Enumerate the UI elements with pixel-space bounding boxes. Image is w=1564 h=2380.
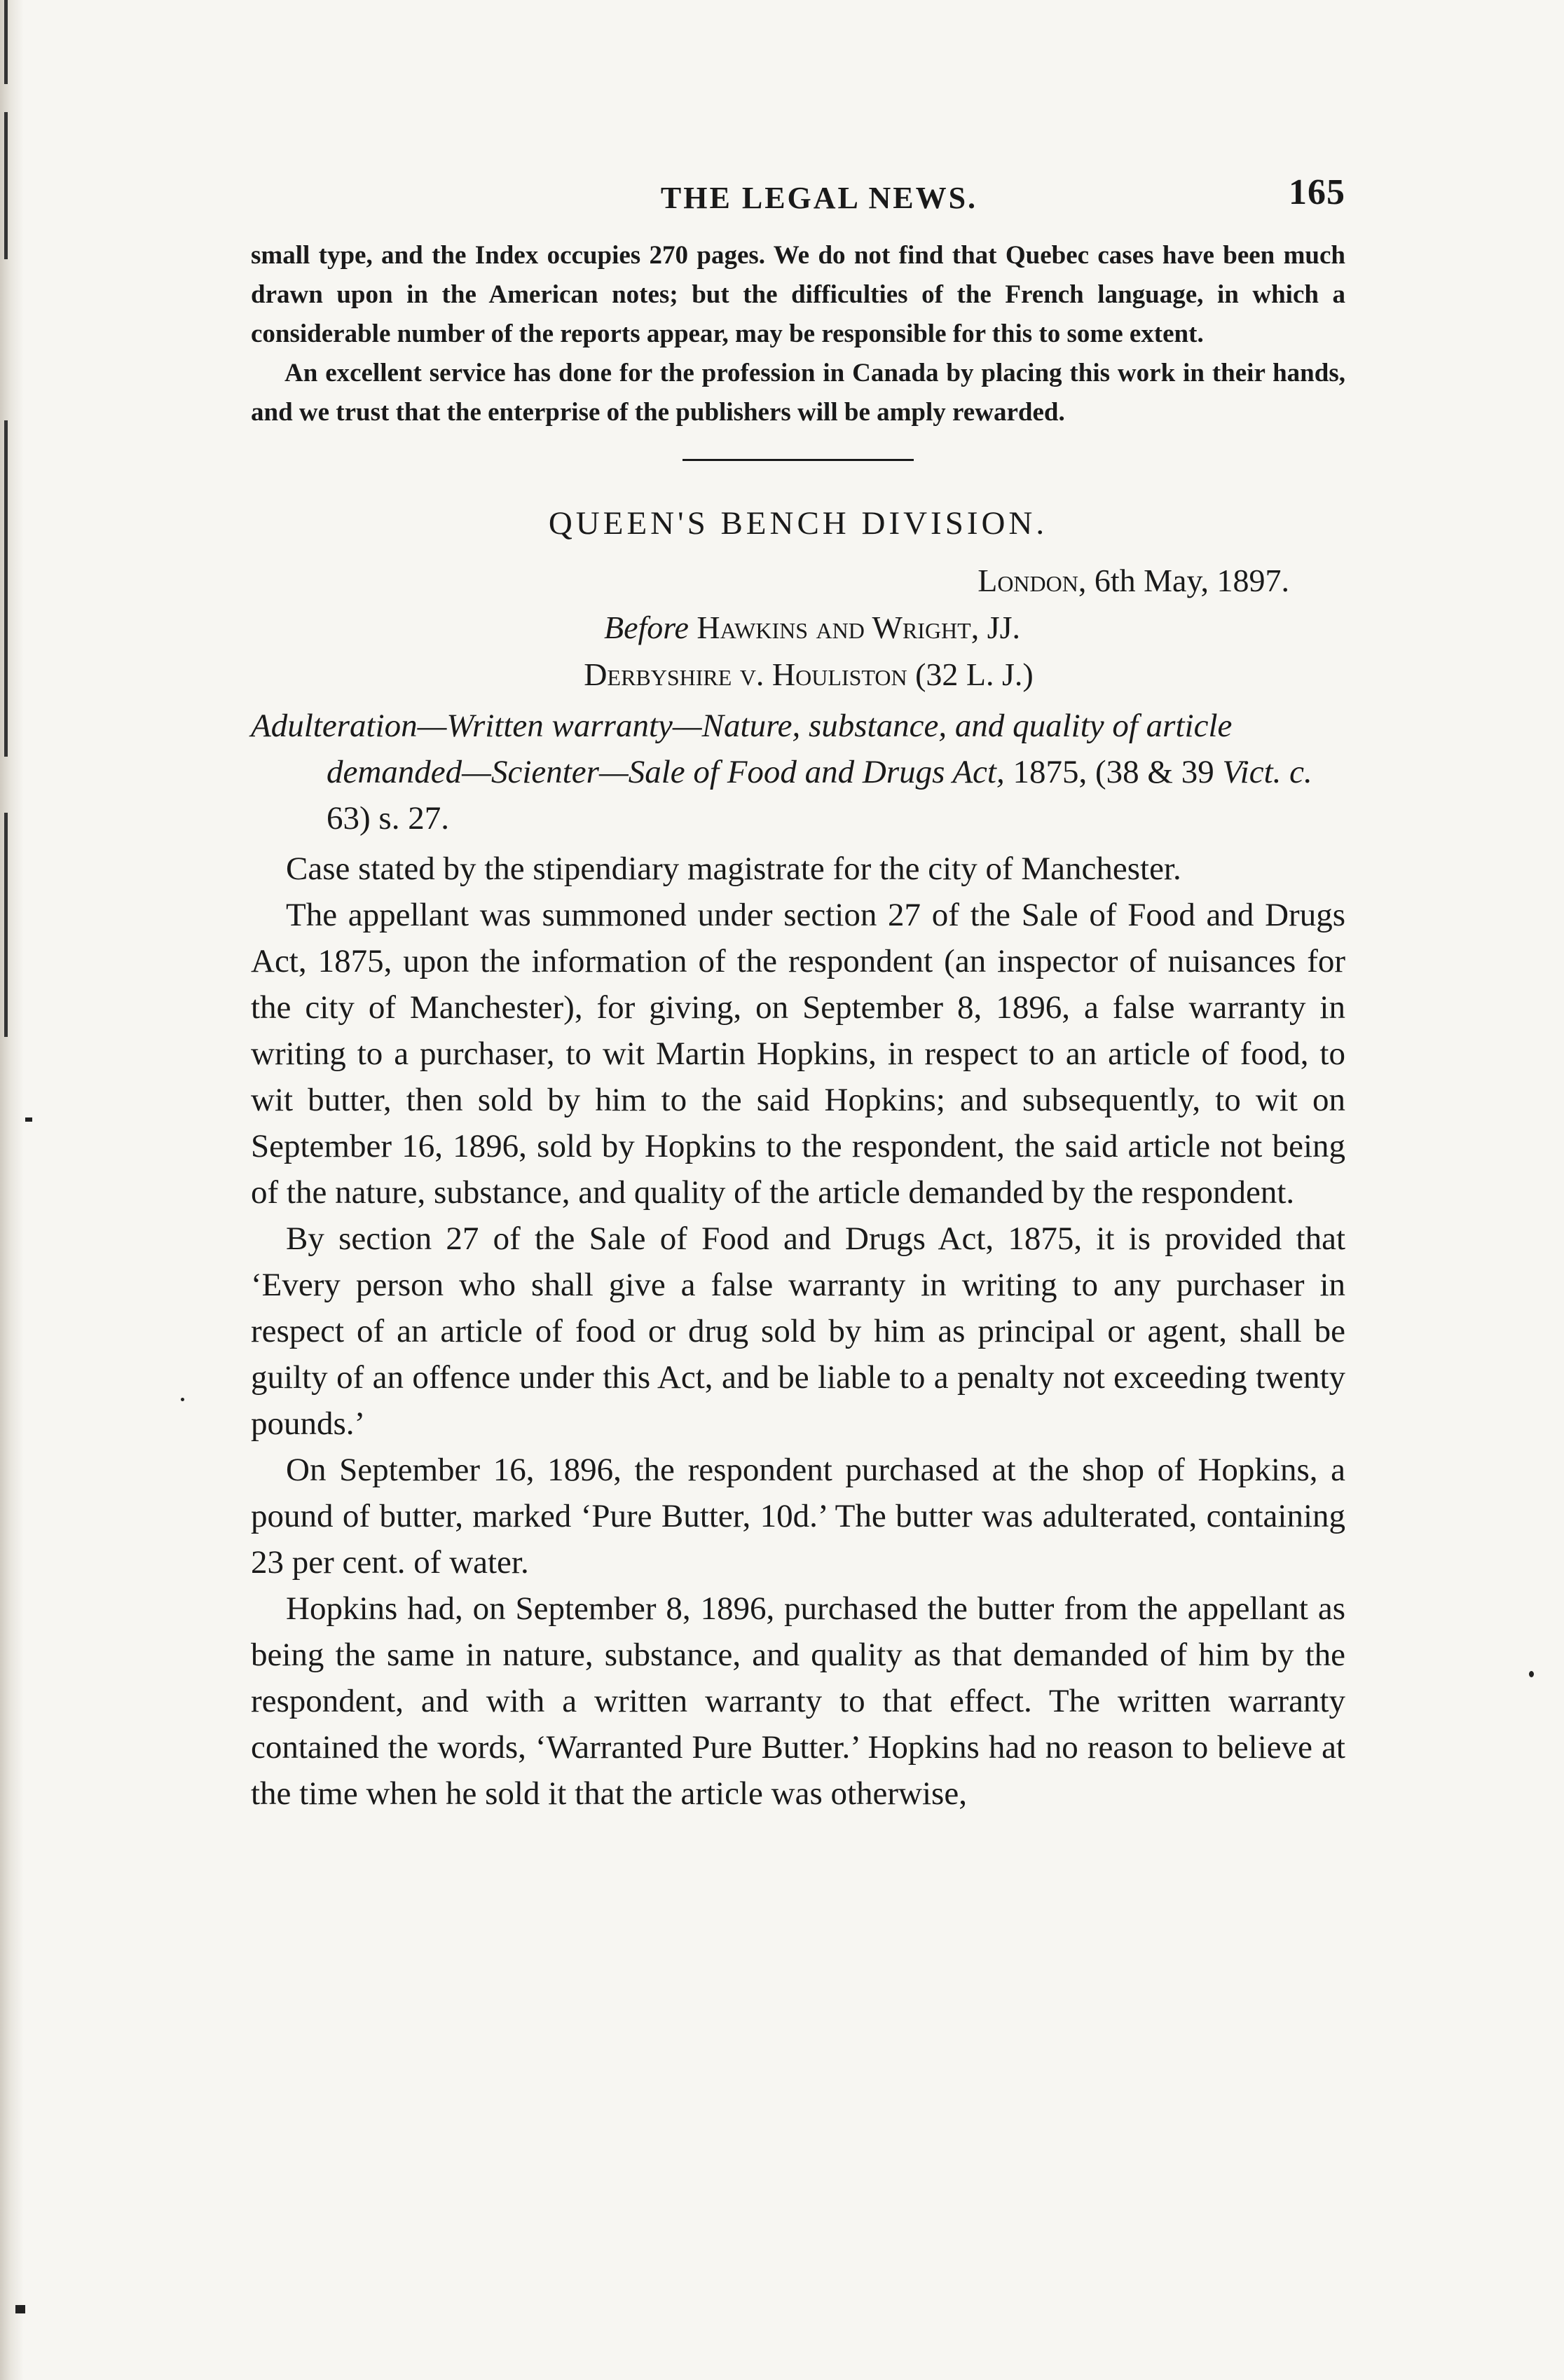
body-paragraph: By section 27 of the Sale of Food and Drugs Act, 1875, it is provided that ‘Every person who shall give a false warranty in writing to any purchaser in respect of an article of food or drug sold by him as principal or agent, shall be guilty of an offence under this Act, and be liable to a penalty not exceeding twenty pounds.’	[251, 1220, 1345, 1442]
case-citation: (32 L. J.)	[915, 656, 1034, 692]
body-paragraph: On September 16, 1896, the respondent purchased at the shop of Hopkins, a pound of butter, marked ‘Pure Butter, 10d.’ The butter was adulterated, containing 23 per cent. of water.	[251, 1452, 1345, 1581]
review-paragraph: An excellent service has done for the profession in Canada by placing this work in their hands, and we trust that the enterprise of the publishers will be amply rewarded.	[251, 359, 1345, 427]
court-heading: QUEEN'S BENCH DIVISION.	[548, 505, 1048, 542]
scan-mark	[25, 1117, 32, 1122]
section-divider	[682, 459, 914, 461]
case-body	[251, 846, 1345, 1817]
scan-mark	[15, 2305, 25, 2313]
body-paragraph: Hopkins had, on September 8, 1896, purchased the butter from the appellant as being the same in nature, substance, and quality as that demanded of him by the respondent, and with a written warranty to that effect. The written warranty contained the words, ‘Warranted Pure Butter.’ Hopkins had no reason to believe at the time when he sold it that the article was otherwise,	[251, 1590, 1345, 1812]
page	[251, 172, 1345, 1817]
dateline-place: London,	[978, 563, 1087, 598]
headnote-catchwords: Adulteration—Written warranty—Nature, substance, and quality of article demanded—Scienter—Sale of Food and Drugs Act,	[251, 708, 1233, 790]
case-title	[251, 656, 1345, 693]
page-number: 165	[1289, 172, 1345, 212]
review-paragraph: small type, and the Index occupies 270 pages. We do not find that Quebec cases have been much drawn upon in the American notes; but the difficulties of the French language, in which a considerable number of the reports appear, may be responsible for this to some extent.	[251, 241, 1345, 348]
headnote-statute-open: (38 & 39	[1095, 754, 1214, 790]
body-paragraph: The appellant was summoned under section 27 of the Sale of Food and Drugs Act, 1875, upon the information of the respondent (an inspector of nuisances for the city of Manchester), for giving, on September 8, 1896, a false warranty in writing to a purchaser, to wit Martin Hopkins, in respect to an article of food, to wit butter, then sold by him to the said Hopkins; and subsequently, to wit on September 16, 1896, sold by Hopkins to the respondent, the said article not being of the nature, substance, and quality of the article demanded by the respondent.	[251, 897, 1345, 1211]
headnote	[251, 703, 1345, 841]
dateline-date: 6th May, 1897.	[1094, 563, 1289, 598]
judges: Hawkins and Wright, JJ.	[697, 610, 1021, 645]
scan-mark	[181, 1398, 184, 1401]
body-paragraph: Case stated by the stipendiary magistrate for the city of Manchester.	[286, 851, 1181, 887]
headnote-statute-close: 63) s. 27.	[327, 800, 449, 837]
dateline	[251, 562, 1345, 599]
review-section	[251, 236, 1345, 432]
before-label: Before	[603, 610, 689, 645]
running-head	[251, 172, 1345, 222]
bench-line	[251, 609, 1345, 646]
case-parties: Derbyshire v. Houliston	[584, 656, 907, 692]
scan-mark	[1529, 1671, 1534, 1677]
headnote-statute-italic: Vict. c.	[1222, 754, 1312, 790]
headnote-year: 1875,	[1013, 754, 1088, 790]
binding-edge	[0, 0, 24, 2380]
journal-title: THE LEGAL NEWS.	[660, 181, 978, 215]
